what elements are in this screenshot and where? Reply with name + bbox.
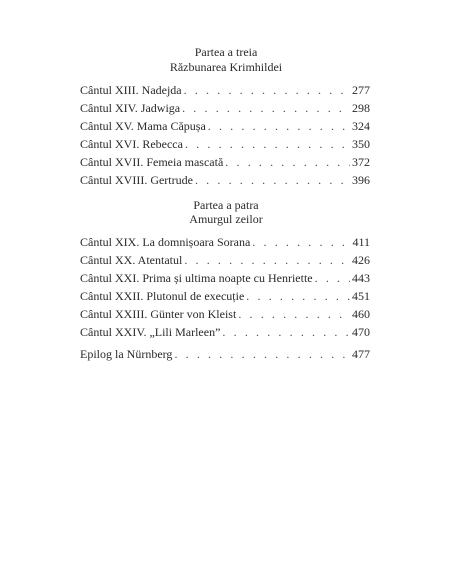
- toc-entry: [80, 254, 370, 272]
- toc-entry: [80, 120, 370, 138]
- toc-entry: [80, 102, 370, 120]
- toc-list-part-4: [80, 236, 370, 344]
- toc-entry: [80, 138, 370, 156]
- toc-entry-page: 426: [352, 253, 370, 267]
- toc-entry-title: Cântul XXIV. „Lili Marleen”: [80, 325, 221, 339]
- dot-leader: [252, 236, 350, 249]
- toc-entry: [80, 326, 370, 344]
- toc-entry-title: Cântul XIX. La domnișoara Sorana: [80, 235, 251, 249]
- toc-entry-page: 350: [352, 137, 370, 151]
- toc-list-part-3: [80, 84, 370, 192]
- toc-list-epilogue: [80, 348, 370, 366]
- toc-entry-page: 451: [352, 289, 370, 303]
- dot-leader: [174, 348, 350, 361]
- toc-entry-page: 298: [352, 101, 370, 115]
- dot-leader: [185, 138, 350, 151]
- part-subtitle: Răzbunarea Krimhildei: [169, 60, 283, 74]
- part-heading: Partea a patra: [193, 198, 259, 212]
- toc-entry-epilogue: [80, 348, 370, 366]
- toc-entry-title: Cântul XIV. Jadwiga: [80, 101, 181, 115]
- toc-entry: [80, 290, 370, 308]
- toc-entry-title: Epilog la Nürnberg: [80, 347, 173, 361]
- dot-leader: [238, 308, 350, 321]
- toc-entry: [80, 84, 370, 102]
- toc-entry: [80, 174, 370, 192]
- dot-leader: [195, 174, 350, 187]
- toc-entry: [80, 236, 370, 254]
- toc-entry-title: Cântul XXII. Plutonul de execuție: [80, 289, 245, 303]
- dot-leader: [208, 120, 350, 133]
- dot-leader: [184, 254, 350, 267]
- dot-leader: [184, 84, 350, 97]
- dot-leader: [225, 156, 350, 169]
- toc-entry-page: 324: [352, 119, 370, 133]
- toc-entry: [80, 156, 370, 174]
- toc-entry-page: 470: [352, 325, 370, 339]
- toc-entry-title: Cântul XV. Mama Căpușa: [80, 119, 206, 133]
- toc-entry-page: 460: [352, 307, 370, 321]
- toc-entry-page: 396: [352, 173, 370, 187]
- toc-entry-page: 443: [352, 271, 370, 285]
- toc-entry-title: Cântul XX. Atentatul: [80, 253, 183, 267]
- toc-entry-title: Cântul XVI. Rebecca: [80, 137, 183, 151]
- toc-entry-page: 411: [352, 235, 370, 249]
- toc-entry-title: Cântul XXIII. Günter von Kleist: [80, 307, 237, 321]
- toc-entry-title: Cântul XXI. Prima și ultima noapte cu Henriette: [80, 271, 313, 285]
- dot-leader: [315, 272, 350, 285]
- toc-entry-title: Cântul XIII. Nadejda: [80, 83, 182, 97]
- part-heading: Partea a treia: [194, 45, 258, 59]
- toc-entry-page: 372: [352, 155, 370, 169]
- toc-entry: [80, 308, 370, 326]
- toc-entry-page: 477: [352, 347, 370, 361]
- toc-entry: [80, 272, 370, 290]
- part-subtitle: Amurgul zeilor: [189, 212, 263, 226]
- dot-leader: [246, 290, 350, 303]
- toc-entry-page: 277: [352, 83, 370, 97]
- dot-leader: [182, 102, 350, 115]
- dot-leader: [222, 326, 350, 339]
- toc-entry-title: Cântul XVII. Femeia mascată: [80, 155, 224, 169]
- toc-entry-title: Cântul XVIII. Gertrude: [80, 173, 193, 187]
